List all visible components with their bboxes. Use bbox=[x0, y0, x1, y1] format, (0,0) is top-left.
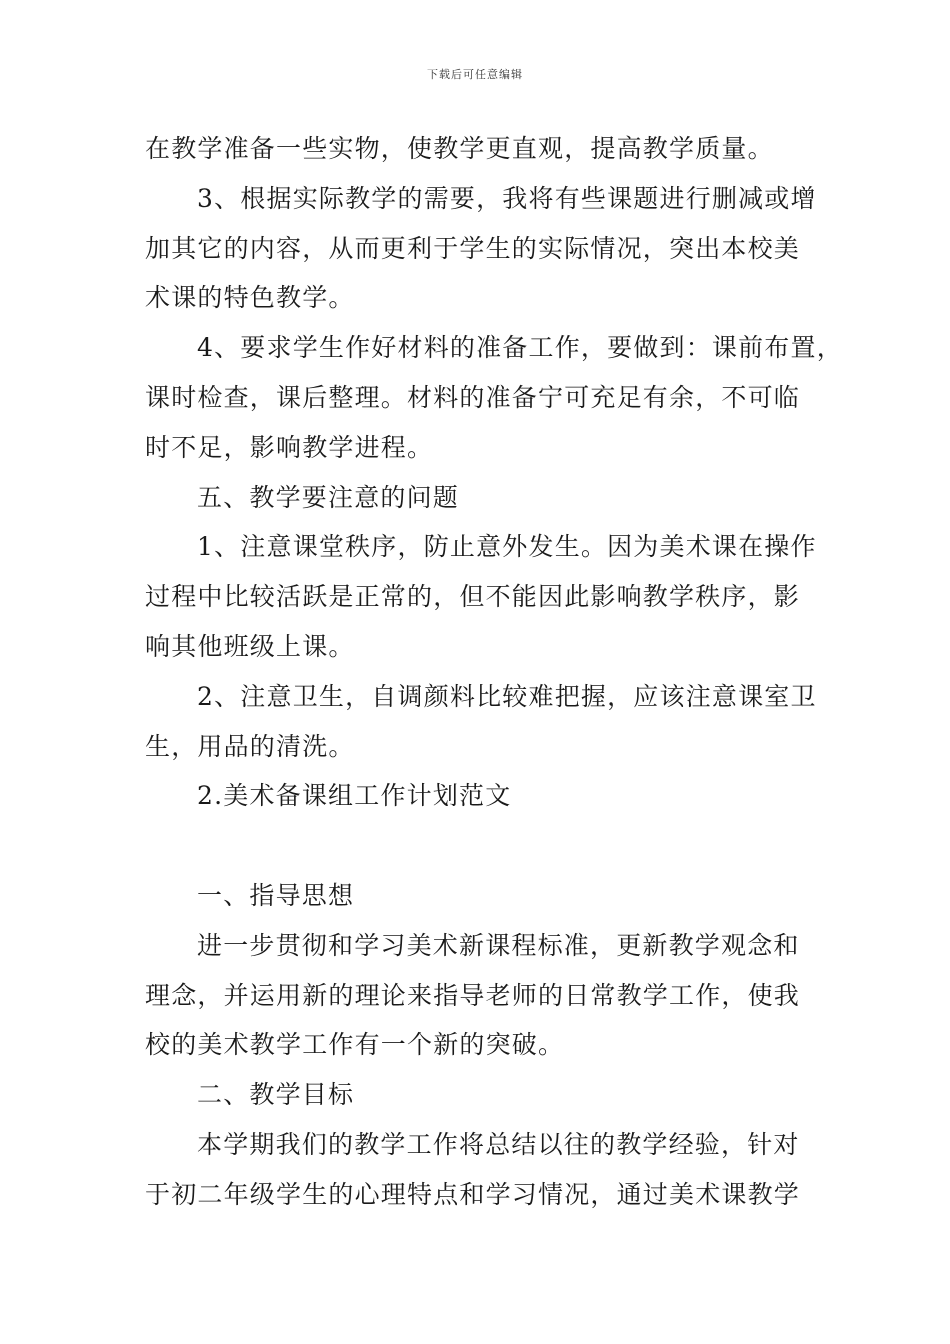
text-line: 二、教学目标 bbox=[197, 1080, 355, 1110]
text-line: 生，用品的清洗。 bbox=[145, 731, 355, 761]
text-line: 本学期我们的教学工作将总结以往的教学经验，针对 bbox=[197, 1129, 800, 1159]
text-line: 4、要求学生作好材料的准备工作，要做到：课前布置， bbox=[197, 333, 843, 363]
document-body bbox=[145, 124, 843, 1220]
text-line: 时不足，影响教学进程。 bbox=[145, 432, 434, 462]
text-line: 3、根据实际教学的需要，我将有些课题进行删减或增 bbox=[197, 183, 817, 213]
text-line: 于初二年级学生的心理特点和学习情况，通过美术课教学 bbox=[145, 1179, 801, 1209]
text-line: 校的美术教学工作有一个新的突破。 bbox=[145, 1030, 565, 1060]
blank-line bbox=[145, 821, 815, 871]
text-line: 术课的特色教学。 bbox=[145, 283, 355, 313]
text-line: 理念，并运用新的理论来指导老师的日常教学工作，使我 bbox=[145, 980, 801, 1010]
text-line: 2.美术备课组工作计划范文 bbox=[197, 781, 512, 811]
text-line: 加其它的内容，从而更利于学生的实际情况，突出本校美 bbox=[145, 233, 801, 263]
text-line: 1、注意课堂秩序，防止意外发生。因为美术课在操作 bbox=[197, 532, 817, 562]
text-line: 进一步贯彻和学习美术新课程标准，更新教学观念和 bbox=[197, 930, 800, 960]
text-line: 在教学准备一些实物，使教学更直观，提高教学质量。 bbox=[145, 134, 774, 163]
text-line: 五、教学要注意的问题 bbox=[197, 482, 460, 512]
text-line: 2、注意卫生，自调颜料比较难把握，应该注意课室卫 bbox=[197, 681, 817, 711]
page-header: 下载后可任意编辑 bbox=[427, 68, 523, 81]
text-line: 过程中比较活跃是正常的，但不能因此影响教学秩序，影 bbox=[145, 582, 801, 612]
text-line: 一、指导思想 bbox=[197, 880, 355, 910]
text-line: 响其他班级上课。 bbox=[145, 631, 355, 661]
text-line: 课时检查，课后整理。材料的准备宁可充足有余，不可临 bbox=[145, 382, 801, 412]
